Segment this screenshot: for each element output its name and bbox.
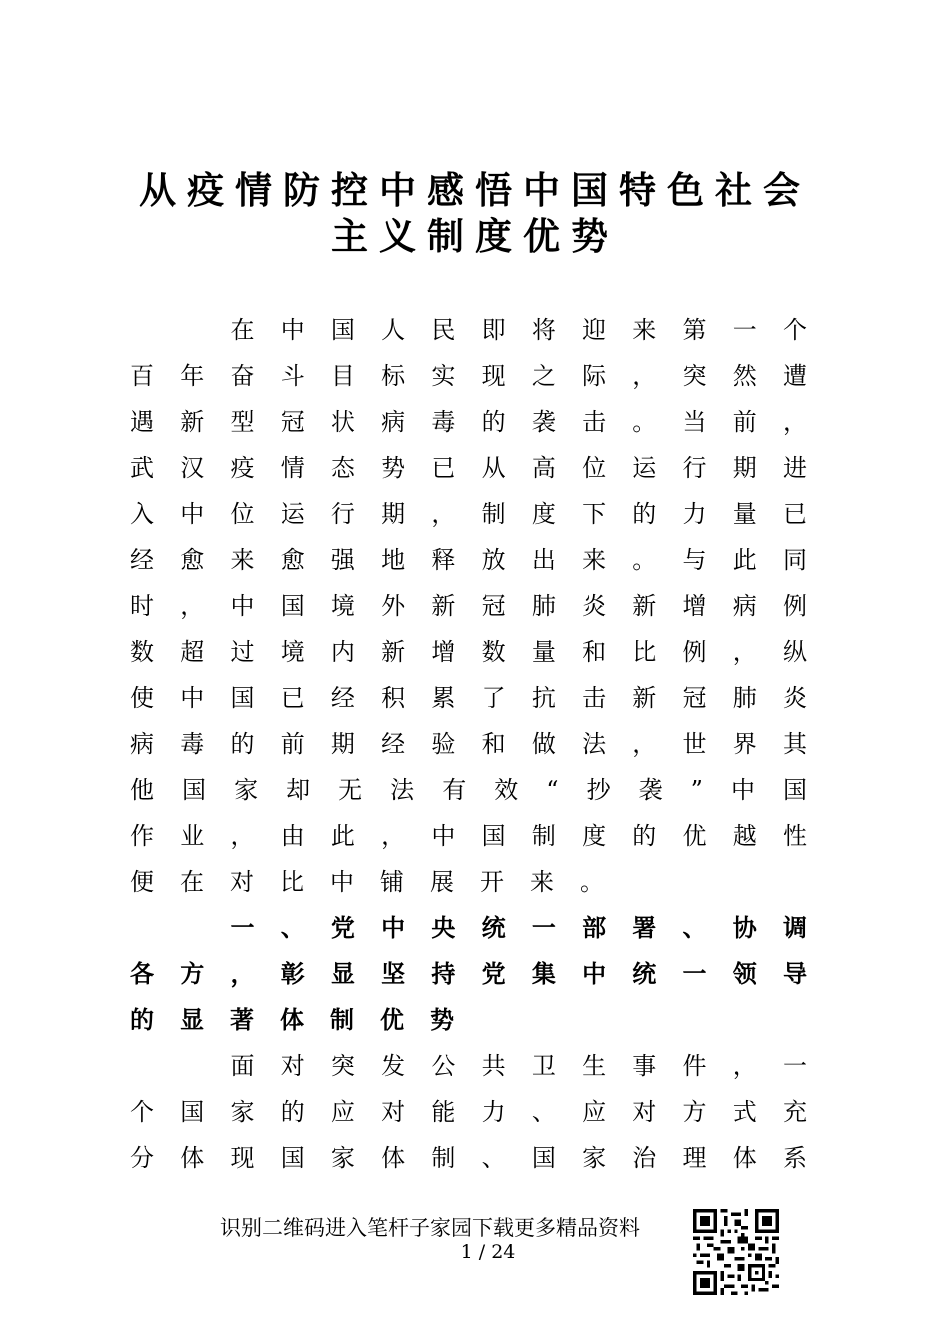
document-title <box>100 168 850 260</box>
text-line: 作业，由此，中国制度的优越性 <box>130 822 807 850</box>
text-line: 经愈来愈强地释放出来。与此同 <box>130 546 807 574</box>
heading-line: 一、党中央统一部署、协调 <box>130 914 807 942</box>
text-line: 数超过境内新增数量和比例，纵 <box>130 638 807 666</box>
text-line: 在中国人民即将迎来第一个 <box>130 316 807 344</box>
text-line: 时，中国境外新冠肺炎新增病例 <box>130 592 807 620</box>
text-line: 遇新型冠状病毒的袭击。当前， <box>130 408 807 436</box>
paragraph-1 <box>130 307 807 905</box>
page-number: 1 / 24 <box>460 1241 516 1263</box>
title-line-2: 主义制度优势 <box>331 215 619 258</box>
text-line: 个国家的应对能力、应对方式充 <box>130 1098 807 1126</box>
text-line: 他国家却无法有效“抄袭”中国 <box>130 776 807 804</box>
text-line: 入中位运行期，制度下的力量已 <box>130 500 807 528</box>
title-line-1: 从疫情防控中感悟中国特色社会 <box>139 169 811 212</box>
section-heading-1 <box>130 905 807 1043</box>
heading-line: 的显著体制优势 <box>130 1006 480 1034</box>
text-line: 使中国已经积累了抗击新冠肺炎 <box>130 684 807 712</box>
text-line: 武汉疫情态势已从高位运行期进 <box>130 454 807 482</box>
paragraph-2 <box>130 1043 807 1181</box>
text-line: 分体现国家体制、国家治理体系 <box>130 1144 807 1172</box>
text-line: 面对突发公共卫生事件，一 <box>130 1052 807 1080</box>
text-line: 病毒的前期经验和做法，世界其 <box>130 730 807 758</box>
qr-code-icon[interactable] <box>693 1209 779 1295</box>
document-body <box>130 307 807 1181</box>
text-line: 便在对比中铺展开来。 <box>130 868 630 896</box>
heading-line: 各方，彰显坚持党集中统一领导 <box>130 960 807 988</box>
footer-promo-text: 识别二维码进入笔杆子家园下载更多精品资料 <box>220 1216 640 1240</box>
text-line: 百年奋斗目标实现之际，突然遭 <box>130 362 807 390</box>
